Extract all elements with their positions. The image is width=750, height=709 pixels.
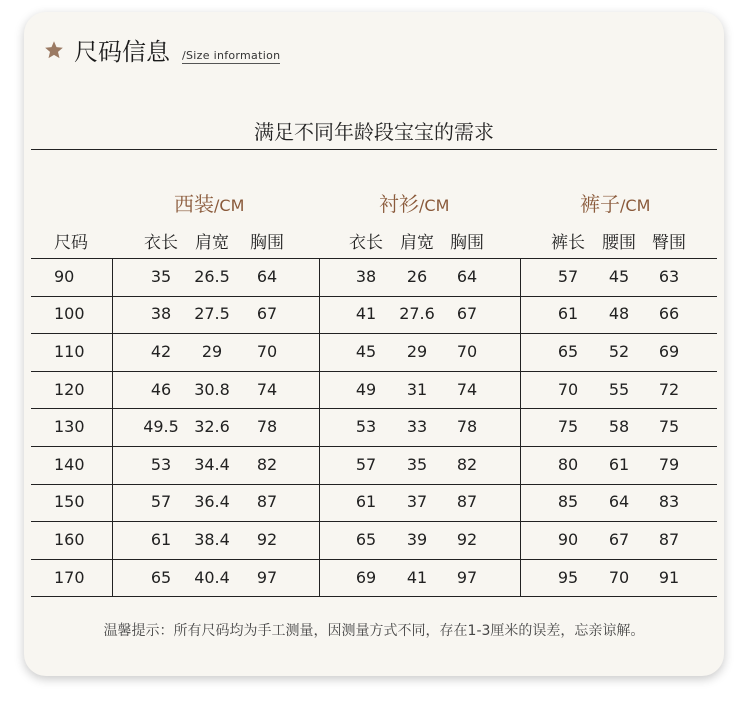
table-cell: 49 <box>355 379 377 399</box>
page-title: 尺码信息 <box>74 38 170 66</box>
table-cell: 34.4 <box>194 454 230 474</box>
table-cell: 69 <box>658 342 680 361</box>
table-cell: 61 <box>150 530 172 549</box>
table-cell: 63 <box>658 266 680 286</box>
table-cell: 65 <box>150 567 172 587</box>
table-cell: 74 <box>456 379 478 399</box>
table-cell: 70 <box>256 342 278 361</box>
row-rule <box>31 484 717 485</box>
table-cell: 53 <box>150 454 172 474</box>
table-cell: 57 <box>355 454 377 474</box>
table-cell: 42 <box>150 342 172 361</box>
table-cell: 61 <box>608 454 630 474</box>
column-header: 裤长 <box>551 233 585 253</box>
tagline: 满足不同年龄段宝宝的需求 <box>254 120 494 144</box>
table-cell: 41 <box>355 304 377 324</box>
size-cell: 150 <box>54 492 85 512</box>
table-cell: 38 <box>150 304 172 324</box>
table-cell: 61 <box>557 304 579 324</box>
table-cell: 78 <box>256 417 278 437</box>
column-header: 衣长 <box>349 233 383 253</box>
table-cell: 27.5 <box>194 304 230 324</box>
size-cell: 90 <box>54 266 75 286</box>
table-cell: 45 <box>355 342 377 361</box>
table-cell: 95 <box>557 567 579 587</box>
table-cell: 48 <box>608 304 630 324</box>
table-cell: 64 <box>256 266 278 286</box>
table-cell: 70 <box>557 379 579 399</box>
table-cell: 79 <box>658 454 680 474</box>
row-rule <box>31 446 717 447</box>
table-cell: 33 <box>406 417 428 437</box>
page-subtitle: /Size information <box>182 49 281 62</box>
table-cell: 67 <box>456 304 478 324</box>
row-rule <box>31 559 717 560</box>
column-header: 衣长 <box>144 233 178 253</box>
group-title-1 <box>174 188 244 217</box>
table-cell: 31 <box>406 379 428 399</box>
table-cell: 66 <box>658 304 680 324</box>
table-cell: 80 <box>557 454 579 474</box>
table-cell: 45 <box>608 266 630 286</box>
measurement-note: 温馨提示：所有尺码均为手工测量，因测量方式不同，存在1-3厘米的误差，忘亲谅解。 <box>103 623 645 639</box>
table-cell: 97 <box>256 567 278 587</box>
table-cell: 49.5 <box>143 417 179 437</box>
table-cell: 26.5 <box>194 266 230 286</box>
column-header: 肩宽 <box>195 233 229 253</box>
table-cell: 58 <box>608 417 630 437</box>
group-title-3 <box>580 188 650 217</box>
table-cell: 92 <box>256 530 278 549</box>
table-cell: 26 <box>406 266 428 286</box>
group-name: 西装 <box>174 192 214 216</box>
section-header <box>44 38 280 66</box>
table-cell: 75 <box>557 417 579 437</box>
table-cell: 32.6 <box>194 417 230 437</box>
size-cell: 130 <box>54 417 85 437</box>
table-cell: 35 <box>406 454 428 474</box>
group-unit: /CM <box>214 196 245 215</box>
table-cell: 52 <box>608 342 630 361</box>
table-cell: 87 <box>256 492 278 512</box>
row-rule <box>31 333 717 334</box>
column-header: 胸围 <box>250 233 284 253</box>
column-header: 胸围 <box>450 233 484 253</box>
table-cell: 65 <box>355 530 377 549</box>
row-rule <box>31 596 717 597</box>
group-name: 衬衫 <box>379 192 419 216</box>
group-title-2 <box>379 188 449 217</box>
table-cell: 74 <box>256 379 278 399</box>
table-cell: 90 <box>557 530 579 549</box>
row-rule <box>31 258 717 259</box>
row-rule <box>31 371 717 372</box>
table-cell: 87 <box>658 530 680 549</box>
table-cell: 65 <box>557 342 579 361</box>
table-cell: 57 <box>557 266 579 286</box>
table-cell: 85 <box>557 492 579 512</box>
table-cell: 70 <box>608 567 630 587</box>
table-cell: 27.6 <box>399 304 435 324</box>
table-cell: 82 <box>256 454 278 474</box>
table-cell: 30.8 <box>194 379 230 399</box>
table-top-rule <box>31 149 717 150</box>
group-name: 裤子 <box>580 192 620 216</box>
size-column-header: 尺码 <box>54 233 88 253</box>
table-cell: 72 <box>658 379 680 399</box>
column-header: 肩宽 <box>400 233 434 253</box>
group-unit: /CM <box>620 196 651 215</box>
size-cell: 140 <box>54 454 85 474</box>
row-rule <box>31 296 717 297</box>
star-icon <box>44 40 64 60</box>
table-cell: 46 <box>150 379 172 399</box>
table-cell: 67 <box>256 304 278 324</box>
table-cell: 55 <box>608 379 630 399</box>
row-rule <box>31 408 717 409</box>
group-unit: /CM <box>419 196 450 215</box>
table-cell: 70 <box>456 342 478 361</box>
row-rule <box>31 521 717 522</box>
size-cell: 110 <box>54 342 85 361</box>
table-cell: 97 <box>456 567 478 587</box>
table-cell: 29 <box>201 342 223 361</box>
table-cell: 37 <box>406 492 428 512</box>
table-cell: 35 <box>150 266 172 286</box>
table-cell: 92 <box>456 530 478 549</box>
table-cell: 41 <box>406 567 428 587</box>
table-cell: 57 <box>150 492 172 512</box>
column-header: 臀围 <box>652 233 686 253</box>
table-cell: 64 <box>456 266 478 286</box>
table-cell: 67 <box>608 530 630 549</box>
size-cell: 170 <box>54 567 85 587</box>
table-cell: 61 <box>355 492 377 512</box>
table-cell: 29 <box>406 342 428 361</box>
table-cell: 87 <box>456 492 478 512</box>
table-cell: 40.4 <box>194 567 230 587</box>
table-cell: 69 <box>355 567 377 587</box>
column-rule <box>520 258 521 596</box>
size-cell: 160 <box>54 530 85 549</box>
table-cell: 64 <box>608 492 630 512</box>
table-cell: 39 <box>406 530 428 549</box>
size-cell: 120 <box>54 379 85 399</box>
size-info-card <box>24 12 724 676</box>
table-cell: 75 <box>658 417 680 437</box>
table-cell: 38 <box>355 266 377 286</box>
column-header: 腰围 <box>602 233 636 253</box>
size-cell: 100 <box>54 304 85 324</box>
table-cell: 82 <box>456 454 478 474</box>
table-cell: 78 <box>456 417 478 437</box>
table-cell: 38.4 <box>194 530 230 549</box>
table-cell: 53 <box>355 417 377 437</box>
table-cell: 91 <box>658 567 680 587</box>
table-cell: 83 <box>658 492 680 512</box>
table-cell: 36.4 <box>194 492 230 512</box>
column-rule <box>319 258 320 596</box>
